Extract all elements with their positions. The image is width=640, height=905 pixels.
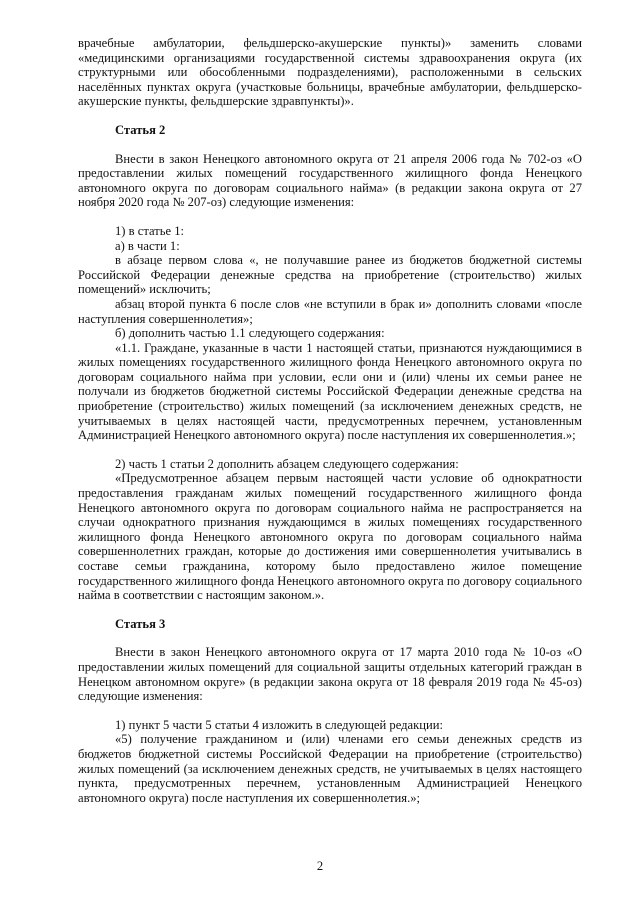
article-2-item-1a-p2: абзац второй пункта 6 после слов «не вступили в брак и» дополнить словами «после наступления совершеннолетия»;	[78, 296, 582, 326]
article-3-item-1-text: «5) получение гражданином и (или) членами его семьи денежных средств из бюджетов бюджетной системы Российской Федерации на приобретение (строительство) жилых помещений (за исключением денежных средств, не учитываемых в целях настоящего пункта, предусмотренных перечнем, установленным Администрацией Ненецкого автономного округа) после наступления их совершеннолетия.»;	[78, 732, 582, 805]
article-2-item-2-text: «Предусмотренное абзацем первым настоящей части условие об однократности предоставления гражданам жилых помещений государственного жилищного фонда Ненецкого автономного округа по договорам социального найма не распространяется на случаи однократного признания нуждающимся в жилых помещениях государственного жилищного фонда Ненецкого автономного округа по договорам социального найма совершеннолетних граждан, которые до достижения ими совершеннолетия учитывались в составе семьи гражданина, которому было предоставлено жилое помещение государственного жилищного фонда Ненецкого автономного округа по договору социального найма в соответствии с настоящим законом.».	[78, 471, 582, 603]
article-2-item-1a-p1: в абзаце первом слова «, не получавшие ранее из бюджетов бюджетной системы Российской Федерации денежные средства на приобретение (строительство) жилых помещений» исключить;	[78, 253, 582, 297]
article-2-item-1b: б) дополнить частью 1.1 следующего содержания:	[115, 326, 385, 341]
article-2-item-1a: а) в части 1:	[115, 238, 180, 253]
article-2-intro: Внести в закон Ненецкого автономного округа от 21 апреля 2006 года № 702-оз «О предоставлении жилых помещений государственного жилищного фонда Ненецкого автономного округа по договорам социального найма» (в редакции закона округа от 27 ноября 2020 года № 207-оз) следующие изменения:	[78, 151, 582, 210]
article-2-item-1b-text: «1.1. Граждане, указанные в части 1 настоящей статьи, признаются нуждающимися в жилых помещениях государственного жилищного фонда Ненецкого автономного округа по договорам социального найма при условии, если они и (или) члены их семьи ранее не получали из бюджетов бюджетной системы Российской Федерации денежные средства на приобретение (строительство) жилых помещений (за исключением денежных средств, не учитываемых в целях настоящей части, предусмотренных перечнем, установленным Администрацией Ненецкого автономного округа) после наступления их совершеннолетия.»;	[78, 340, 582, 443]
article-3-intro: Внести в закон Ненецкого автономного округа от 17 марта 2010 года № 10-оз «О предоставлении жилых помещений для социальной защиты отдельных категорий граждан в Ненецком автономном округе» (в редакции закона округа от 18 февраля 2019 года № 45-оз) следующие изменения:	[78, 645, 582, 704]
paragraph-continuation: врачебные амбулатории, фельдшерско-акушерские пункты)» заменить словами «медицинскими организациями государственной системы здравоохранения округа (их структурными или обособленными подразделениями), расположенными в сельских населённых пунктах округа (участковые больницы, врачебные амбулатории, фельдшерско-акушерские пункты, фельдшерские здравпункты)».	[78, 36, 582, 109]
article-3-item-1: 1) пункт 5 части 5 статьи 4 изложить в следующей редакции:	[115, 717, 443, 732]
article-3-heading: Статья 3	[115, 616, 166, 631]
page-number: 2	[316, 859, 324, 873]
article-2-item-2: 2) часть 1 статьи 2 дополнить абзацем следующего содержания:	[115, 456, 459, 471]
article-2-item-1: 1) в статье 1:	[115, 223, 185, 238]
article-2-heading: Статья 2	[115, 122, 166, 137]
